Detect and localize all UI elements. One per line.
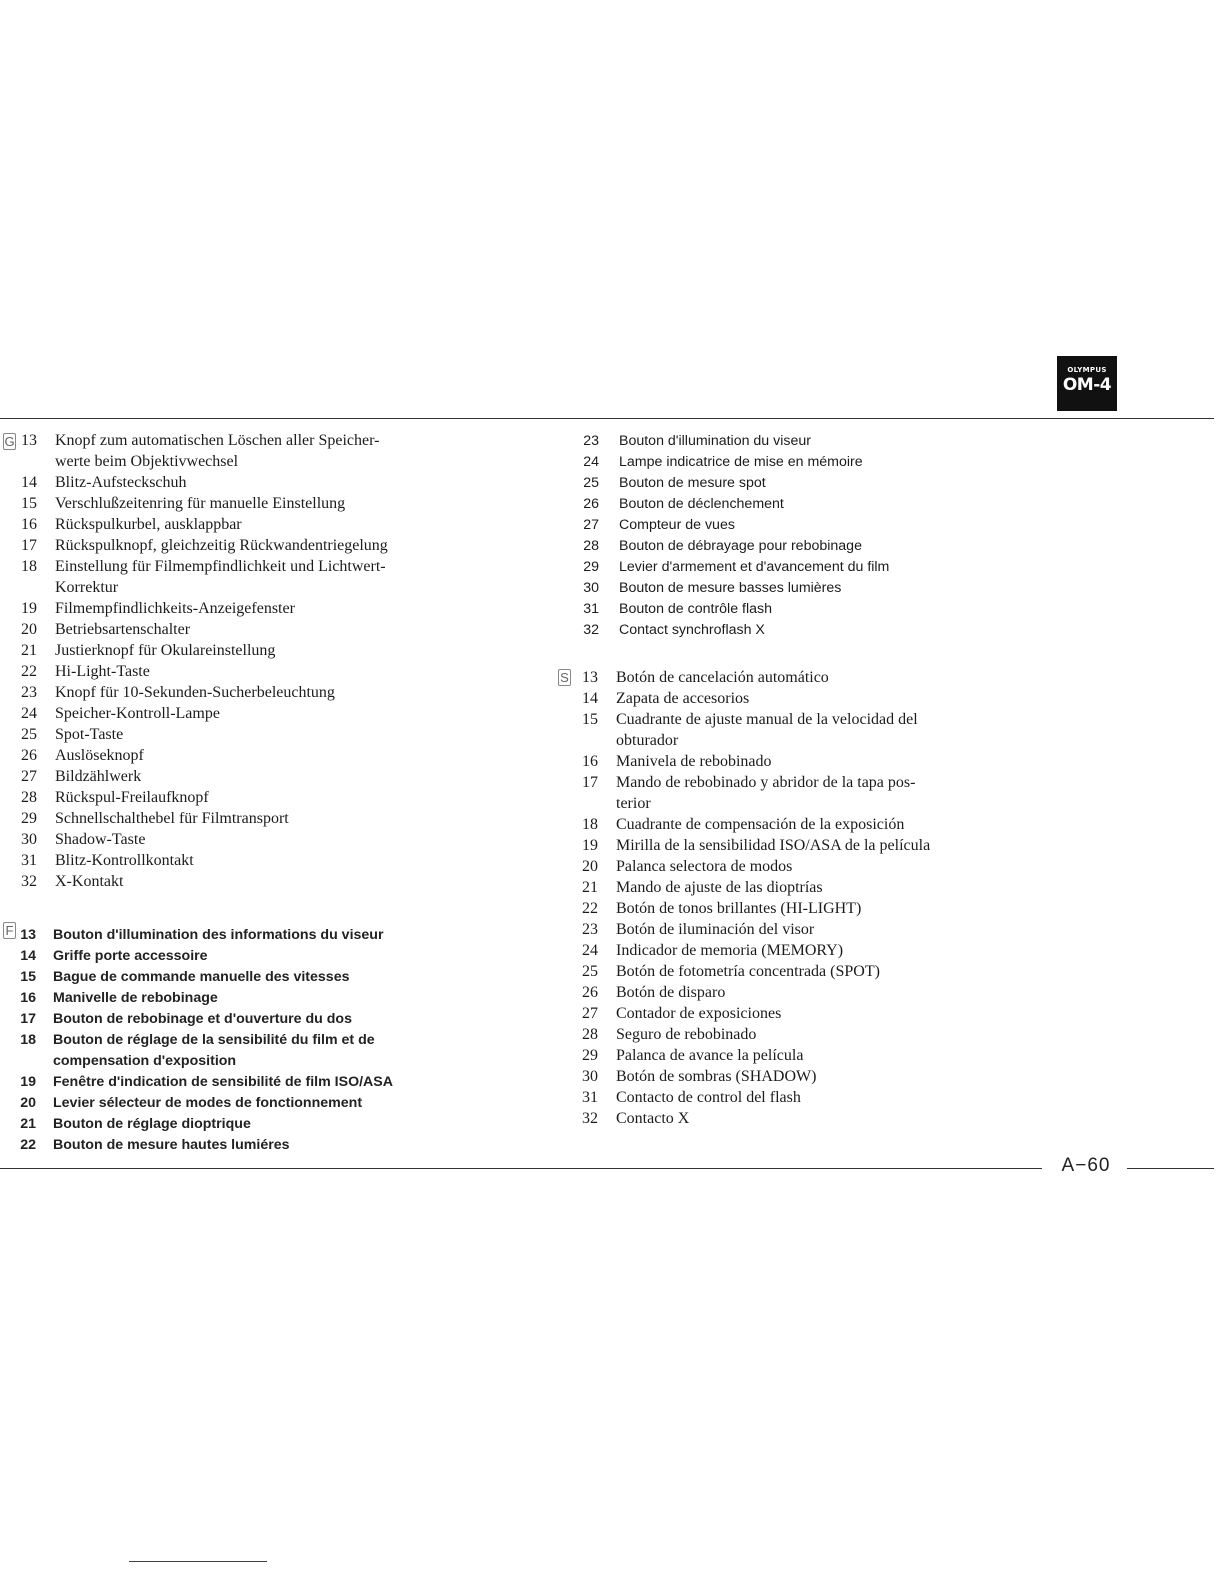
item-text-continuation: compensation d'exposition [53, 1053, 237, 1069]
item-number: 15 [21, 495, 37, 512]
item-number: 24 [582, 942, 598, 959]
item-text: Palanca de avance la película [616, 1047, 804, 1064]
item-number: 14 [20, 948, 36, 964]
item-text: Cuadrante de compensación de la exposición [616, 816, 905, 833]
item-text: Contador de exposiciones [616, 1005, 782, 1022]
french-section-marker: F [3, 922, 16, 939]
item-text: Manivela de rebobinado [616, 753, 772, 770]
item-number: 23 [583, 433, 599, 449]
item-number: 17 [582, 774, 598, 791]
item-number: 31 [583, 601, 599, 617]
item-number: 15 [582, 711, 598, 728]
item-number: 18 [21, 558, 37, 575]
item-text: Griffe porte accessoire [53, 948, 208, 964]
item-text: Botón de tonos brillantes (HI-LIGHT) [616, 900, 862, 917]
item-number: 14 [582, 690, 598, 707]
item-number: 19 [582, 837, 598, 854]
item-text: Lampe indicatrice de mise en mémoire [619, 454, 863, 470]
spanish-section-marker: S [558, 669, 571, 686]
item-number: 21 [582, 879, 598, 896]
item-number: 24 [583, 454, 599, 470]
item-number: 16 [582, 753, 598, 770]
item-text: Blitz-Kontrollkontakt [55, 852, 194, 869]
item-number: 15 [20, 969, 36, 985]
item-number: 25 [583, 475, 599, 491]
item-number: 19 [20, 1074, 36, 1090]
item-text: Levier sélecteur de modes de fonctionnement [53, 1095, 363, 1111]
item-text: Palanca selectora de modos [616, 858, 793, 875]
item-text: Fenêtre d'indication de sensibilité de film ISO/ASA [53, 1074, 393, 1090]
item-text: Shadow-Taste [55, 831, 146, 848]
item-number: 16 [21, 516, 37, 533]
item-text: Knopf für 10-Sekunden-Sucherbeleuchtung [55, 684, 335, 701]
bottom-rule-left [0, 1168, 1042, 1169]
item-text: Blitz-Aufsteckschuh [55, 474, 187, 491]
item-text: Einstellung für Filmempfindlichkeit und Lichtwert- [55, 558, 386, 575]
item-text: Bouton de déclenchement [619, 496, 784, 512]
item-number: 13 [20, 927, 36, 943]
item-text: Justierknopf für Okulareinstellung [55, 642, 276, 659]
top-rule [0, 418, 1214, 419]
item-number: 32 [582, 1110, 598, 1127]
item-text: Seguro de rebobinado [616, 1026, 757, 1043]
item-number: 26 [21, 747, 37, 764]
item-number: 30 [21, 831, 37, 848]
item-text: Botón de fotometría concentrada (SPOT) [616, 963, 880, 980]
item-text: Botón de cancelación automático [616, 669, 829, 686]
item-text: Schnellschalthebel für Filmtransport [55, 810, 289, 827]
olympus-om4-logo [1057, 356, 1117, 411]
item-number: 20 [20, 1095, 36, 1111]
item-number: 29 [21, 810, 37, 827]
item-text: Bouton d'illumination du viseur [619, 433, 811, 449]
item-text: Mando de ajuste de las dioptrías [616, 879, 823, 896]
item-number: 30 [582, 1068, 598, 1085]
item-text: Botón de disparo [616, 984, 726, 1001]
item-number: 30 [583, 580, 599, 596]
item-number: 22 [582, 900, 598, 917]
item-text: Bouton de débrayage pour rebobinage [619, 538, 862, 554]
item-text: Botón de iluminación del visor [616, 921, 815, 938]
item-number: 28 [21, 789, 37, 806]
item-number: 22 [21, 663, 37, 680]
item-number: 23 [582, 921, 598, 938]
item-text: Bouton de mesure hautes lumiéres [53, 1137, 290, 1153]
item-number: 32 [583, 622, 599, 638]
item-number: 29 [583, 559, 599, 575]
item-text: Betriebsartenschalter [55, 621, 191, 638]
item-text: Rückspulknopf, gleichzeitig Rückwandentriegelung [55, 537, 388, 554]
item-text: Spot-Taste [55, 726, 124, 743]
item-number: 21 [20, 1116, 36, 1132]
item-text: Contact synchroflash X [619, 622, 765, 638]
item-text-continuation: terior [616, 795, 651, 812]
item-number: 17 [20, 1011, 36, 1027]
item-text: Bague de commande manuelle des vitesses [53, 969, 350, 985]
item-number: 13 [582, 669, 598, 686]
item-text-continuation: werte beim Objektivwechsel [55, 453, 239, 470]
item-text: Bouton de mesure spot [619, 475, 766, 491]
german-section-marker: G [4, 434, 15, 449]
item-number: 20 [21, 621, 37, 638]
item-number: 26 [582, 984, 598, 1001]
item-number: 28 [582, 1026, 598, 1043]
bottom-rule-right [1127, 1168, 1214, 1169]
item-number: 29 [582, 1047, 598, 1064]
item-text: Rückspul-Freilaufknopf [55, 789, 209, 806]
item-text: Contacto X [616, 1110, 690, 1127]
item-text: Auslöseknopf [55, 747, 144, 764]
item-text: Knopf zum automatischen Löschen aller Speicher- [55, 432, 380, 449]
item-number: 27 [582, 1005, 598, 1022]
item-text: Indicador de memoria (MEMORY) [616, 942, 844, 959]
item-number: 23 [21, 684, 37, 701]
item-text: Speicher-Kontroll-Lampe [55, 705, 220, 722]
item-text: Cuadrante de ajuste manual de la velocidad del [616, 711, 918, 728]
item-number: 18 [20, 1032, 36, 1048]
item-number: 20 [582, 858, 598, 875]
item-number: 17 [21, 537, 37, 554]
item-text: Verschlußzeitenring für manuelle Einstellung [55, 495, 346, 512]
item-number: 31 [582, 1089, 598, 1106]
item-number: 26 [583, 496, 599, 512]
footer-link-line [129, 1561, 267, 1562]
item-text: Contacto de control del flash [616, 1089, 801, 1106]
item-text: Hi-Light-Taste [55, 663, 150, 680]
item-text: Bouton d'illumination des informations du viseur [53, 927, 384, 943]
item-text: Mirilla de la sensibilidad ISO/ASA de la película [616, 837, 931, 854]
item-text-continuation: obturador [616, 732, 679, 749]
item-text: Zapata de accesorios [616, 690, 750, 707]
item-number: 22 [20, 1137, 36, 1153]
item-text: Bouton de rebobinage et d'ouverture du dos [53, 1011, 352, 1027]
item-number: 32 [21, 873, 37, 890]
item-number: 31 [21, 852, 37, 869]
logo-model: OM-4 [1062, 375, 1112, 395]
item-text: Compteur de vues [619, 517, 735, 533]
item-text: Bouton de réglage de la sensibilité du film et de [53, 1032, 375, 1048]
item-number: 27 [583, 517, 599, 533]
item-text: Bouton de réglage dioptrique [53, 1116, 251, 1132]
item-text: Bouton de mesure basses lumières [619, 580, 842, 596]
item-text: Bouton de contrôle flash [619, 601, 773, 617]
item-number: 21 [21, 642, 37, 659]
item-number: 27 [21, 768, 37, 785]
item-text: Botón de sombras (SHADOW) [616, 1068, 817, 1085]
page-number: A−60 [1061, 1155, 1111, 1176]
item-text-continuation: Korrektur [55, 579, 119, 596]
item-number: 25 [21, 726, 37, 743]
item-text: Manivelle de rebobinage [53, 990, 218, 1006]
item-number: 18 [582, 816, 598, 833]
item-number: 28 [583, 538, 599, 554]
item-text: Rückspulkurbel, ausklappbar [55, 516, 242, 533]
item-text: Levier d'armement et d'avancement du film [619, 559, 890, 575]
item-text: Bildzählwerk [55, 768, 142, 785]
item-number: 24 [21, 705, 37, 722]
item-number: 25 [582, 963, 598, 980]
item-text: X-Kontakt [55, 873, 124, 890]
item-number: 13 [21, 432, 37, 449]
item-text: Filmempfindlichkeits-Anzeigefenster [55, 600, 295, 617]
item-number: 14 [21, 474, 37, 491]
logo-brand: OLYMPUS [1067, 366, 1107, 374]
item-number: 16 [20, 990, 36, 1006]
item-text: Mando de rebobinado y abridor de la tapa pos- [616, 774, 916, 791]
item-number: 19 [21, 600, 37, 617]
